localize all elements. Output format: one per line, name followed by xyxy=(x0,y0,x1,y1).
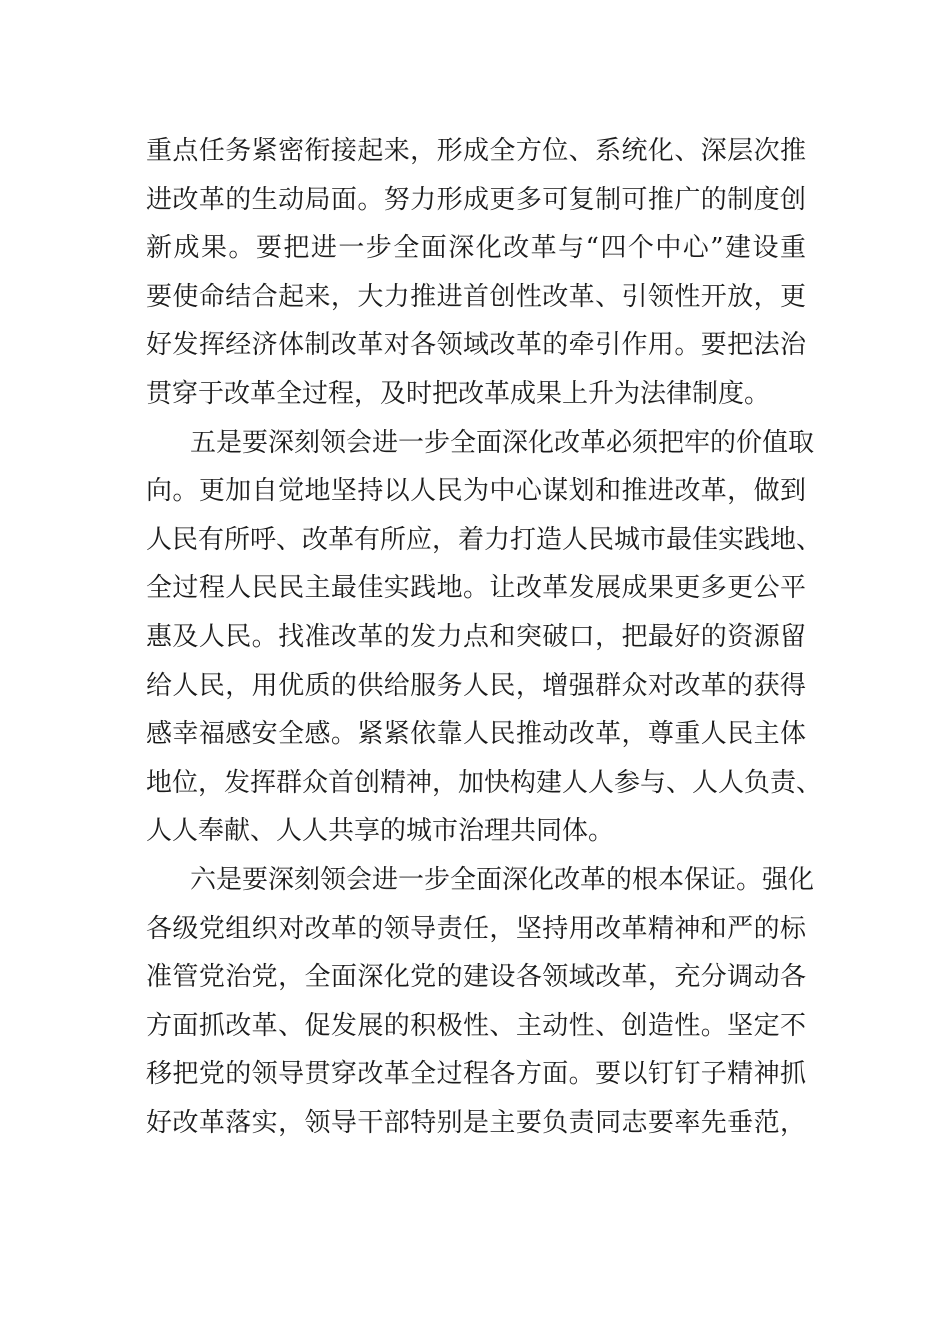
text-line: 全过程人民民主最佳实践地。让改革发展成果更多更公平 xyxy=(146,573,806,604)
text-line: 向。更加自觉地坚持以人民为中心谋划和推进改革，做到 xyxy=(146,476,806,507)
text-line: 好改革落实，领导干部特别是主要负责同志要率先垂范， xyxy=(146,1107,806,1138)
paragraph-continued xyxy=(146,127,806,419)
text-line: 重点任务紧密衔接起来，形成全方位、系统化、深层次推 xyxy=(146,136,806,166)
document-body xyxy=(146,127,823,1147)
paragraph-five xyxy=(146,419,823,856)
text-line: 人民有所呼、改革有所应，着力打造人民城市最佳实践地、 xyxy=(146,524,823,555)
paragraph-six xyxy=(146,856,815,1148)
text-line: 进改革的生动局面。努力形成更多可复制可推广的制度创 xyxy=(146,184,806,215)
text-line: 方面抓改革、促发展的积极性、主动性、创造性。坚定不 xyxy=(146,1010,806,1041)
text-line: 六是要深刻领会进一步全面深化改革的根本保证。强化 xyxy=(190,864,815,895)
text-line: 地位，发挥群众首创精神，加快构建人人参与、人人负责、 xyxy=(146,767,823,798)
text-line: 准管党治党，全面深化党的建设各领域改革，充分调动各 xyxy=(146,962,806,993)
text-line: 好发挥经济体制改革对各领域改革的牵引作用。要把法治 xyxy=(146,330,806,361)
text-line: 贯穿于改革全过程，及时把改革成果上升为法律制度。 xyxy=(146,378,771,409)
text-line: 要使命结合起来，大力推进首创性改革、引领性开放，更 xyxy=(146,281,806,312)
text-line: 各级党组织对改革的领导责任，坚持用改革精神和严的标 xyxy=(146,913,806,944)
text-line: 感幸福感安全感。紧紧依靠人民推动改革，尊重人民主体 xyxy=(146,719,806,750)
text-line: 新成果。要把进一步全面深化改革与“四个中心”建设重 xyxy=(146,233,806,264)
text-line: 惠及人民。找准改革的发力点和突破口，把最好的资源留 xyxy=(146,621,806,652)
text-line: 人人奉献、人人共享的城市治理共同体。 xyxy=(146,816,615,847)
text-line: 给人民，用优质的供给服务人民，增强群众对改革的获得 xyxy=(146,670,806,701)
text-line: 五是要深刻领会进一步全面深化改革必须把牢的价值取 xyxy=(190,427,815,458)
text-line: 移把党的领导贯穿改革全过程各方面。要以钉钉子精神抓 xyxy=(146,1059,806,1090)
